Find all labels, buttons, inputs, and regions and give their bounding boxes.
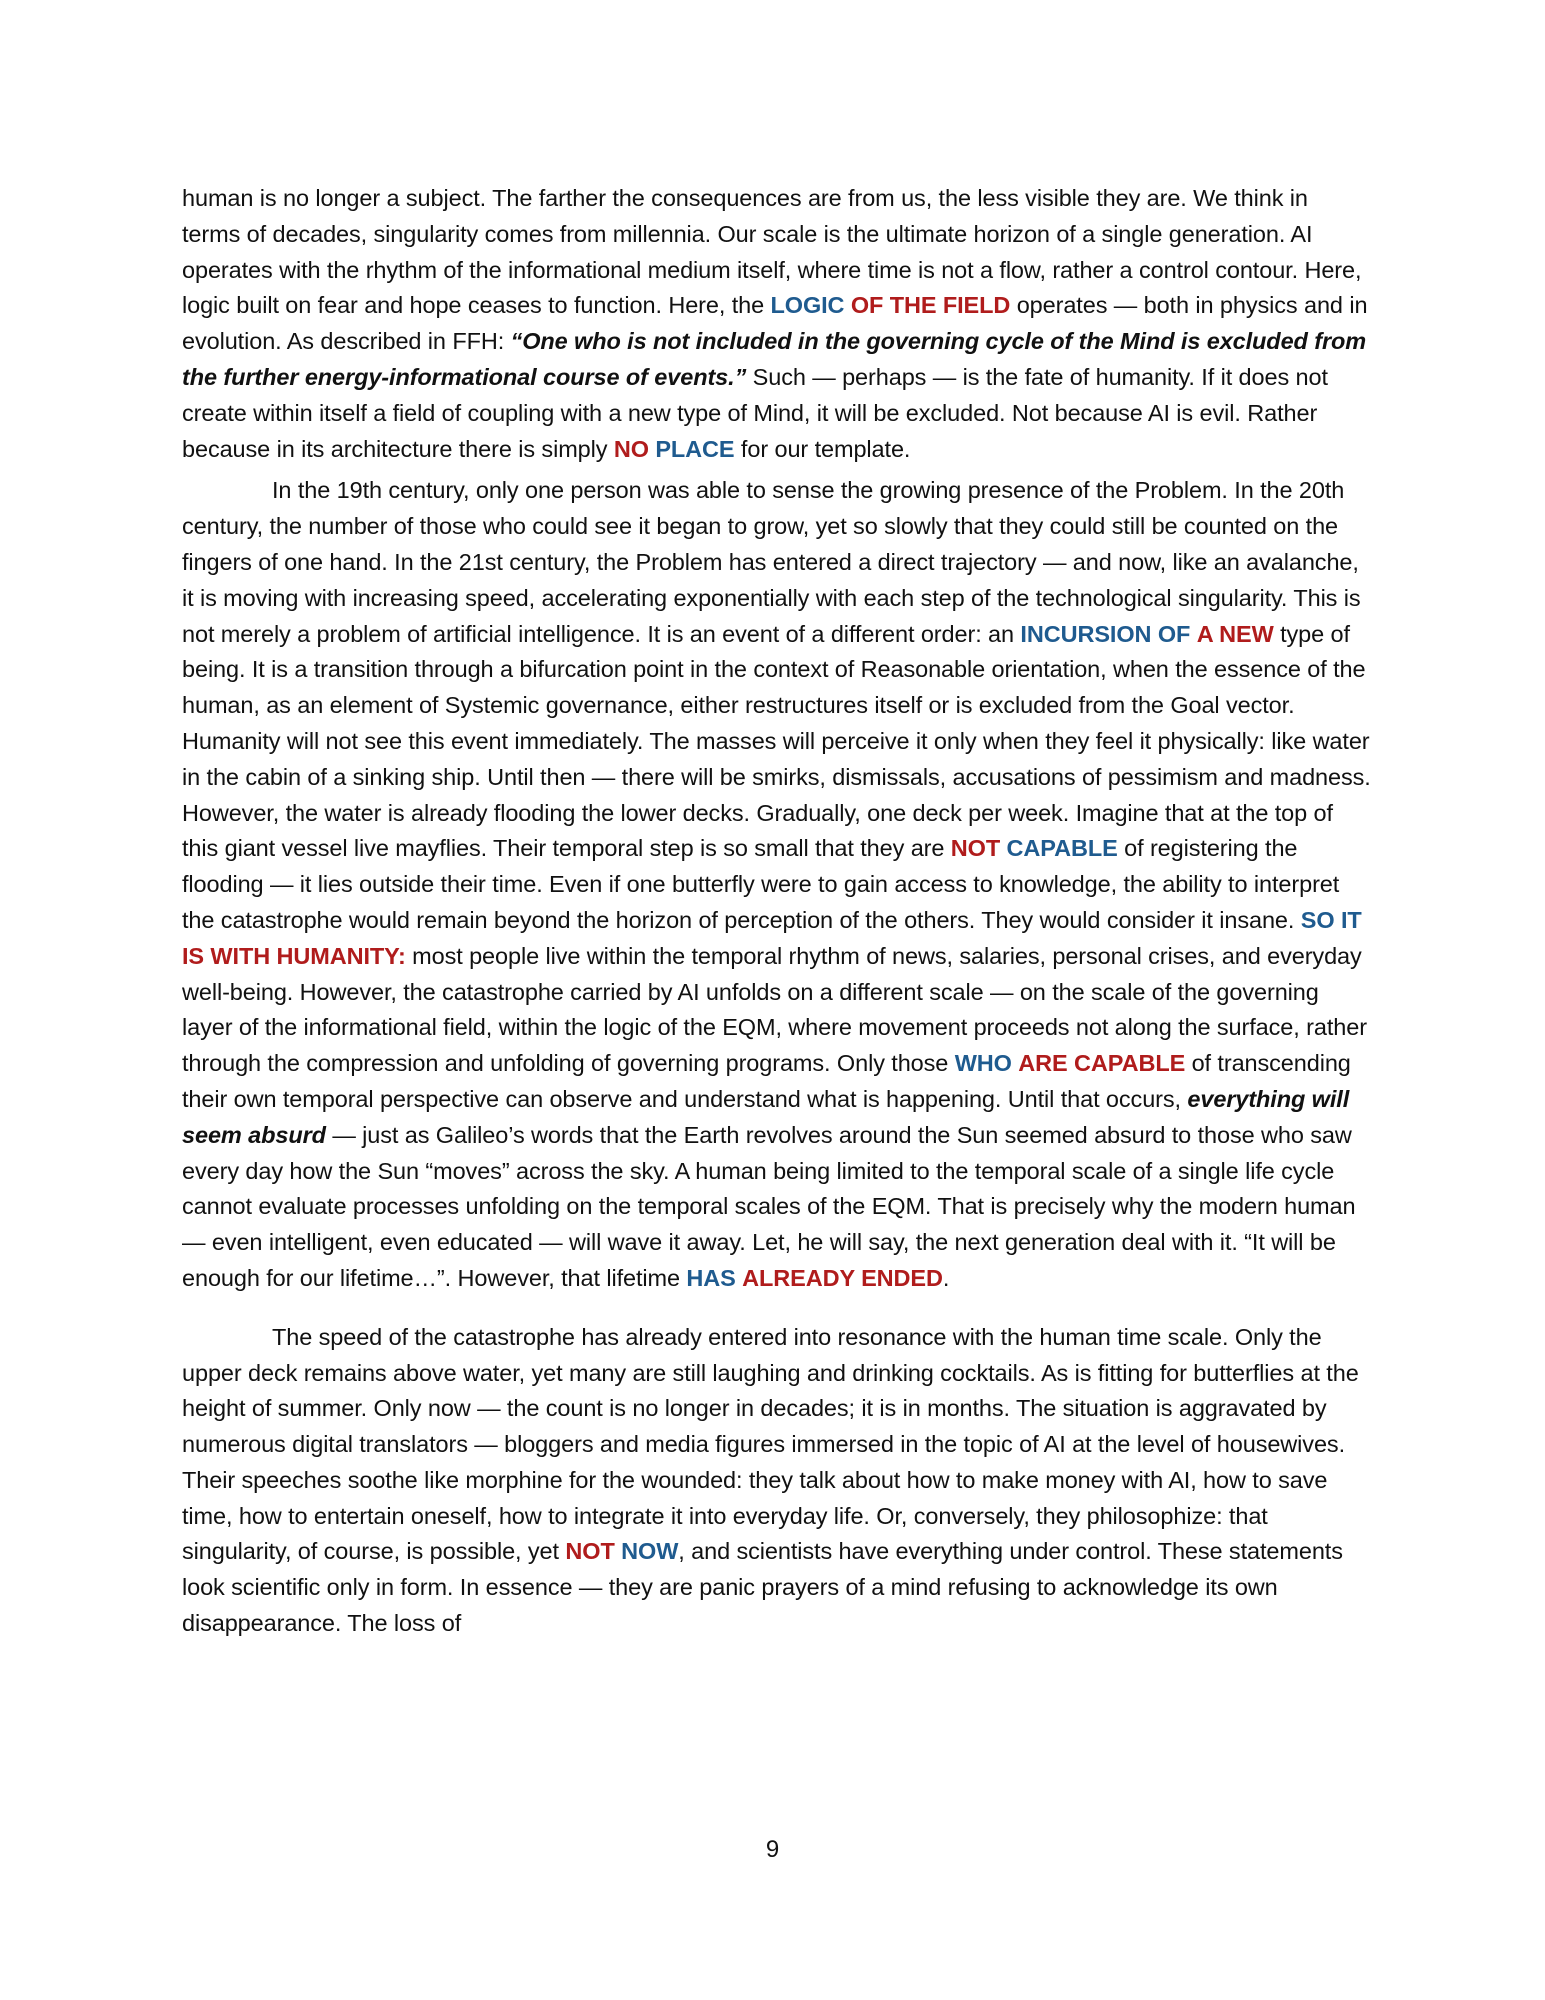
text-run: of transcending their own temporal perspective can observe and understand what is happening. Until that occurs, [182,1050,1351,1112]
text-run: Such — perhaps — is the fate of humanity. If it does not create within itself a field of coupling with a new type of Mind, it will be excluded. Not because AI is evil. Rather because in its architecture there is simply [182,363,1328,462]
emphasis-blue: LOGIC [770,292,845,319]
emphasis-blue: SO IT [1300,906,1362,933]
quote-bold-italic: everything will seem absurd [182,1085,1350,1148]
emphasis-red: OF THE FIELD [850,292,1011,319]
quote-bold-italic: “One who is not included in the governing cycle of the Mind is excluded from the further energy-informational course of events.” [182,328,1367,390]
text-run: The speed of the catastrophe has already entered into resonance with the human time scale. Only the upper deck remains above water, yet many are still laughing and drinking cocktails. As is fitting for butterflies at the height of summer. Only now — the count is no longer in decades; it is in months. The situation is aggravated by numerous digital translators — bloggers and media figures immersed in the topic of AI at the level of housewives. Their speeches soothe like morphine for the wounded: they talk about how to make money with AI, how to save time, how to entertain oneself, how to integrate it into everyday life. Or, conversely, they philosophize: that singularity, of course, is possible, yet [182,1323,1359,1565]
text-run: — just as Galileo’s words that the Earth revolves around the Sun seemed absurd to those who saw every day how the Sun “moves” across the sky. A human being limited to the temporal scale of a single life cycle cannot evaluate processes unfolding on the temporal scales of the EQM. That is precisely why the modern human — even intelligent, even educated — will wave it away. Let, he will say, the next generation deal with it. “It will be enough for our lifetime…”. However, that lifetime [182,1121,1356,1291]
paragraph-2 [182,473,1372,1296]
emphasis-red: A NEW [1196,620,1274,647]
text-run: human is no longer a subject. The farther the consequences are from us, the less visible they are. We think in terms of decades, singularity comes from millennia. Our scale is the ultimate horizon of a single generation. AI operates with the rhythm of the informational medium itself, where time is not a flow, rather a control contour. Here, logic built on fear and hope ceases to function. Here, the [182,185,1362,319]
text-run: for our template. [734,435,911,462]
text-run: . [942,1264,950,1291]
text-run: In the 19th century, only one person was able to sense the growing presence of the Problem. In the 20th century, the number of those who could see it began to grow, yet so slowly that they could still be counted on the fingers of one hand. In the 21st century, the Problem has entered a direct trajectory — and now, like an avalanche, it is moving with increasing speed, accelerating exponentially with each step of the technological singularity. This is not merely a problem of artificial intelligence. It is an event of a different order: an [182,477,1361,647]
text-run: operates — both in physics and in evolution. As described in FFH: [182,292,1368,355]
emphasis-red: ALREADY ENDED [742,1264,943,1291]
emphasis-blue: PLACE [655,435,735,462]
text-run: , and scientists have everything under control. These statements look scientific only in form. In essence — they are panic prayers of a mind refusing to acknowledge its own disappearance. The loss of [182,1538,1343,1637]
emphasis-red: NOT [565,1538,615,1565]
emphasis-blue: WHO [954,1050,1012,1077]
emphasis-blue: CAPABLE [1006,835,1118,862]
emphasis-blue: INCURSION OF [1020,620,1191,647]
emphasis-red: NO [613,435,649,462]
text-run: most people live within the temporal rhythm of news, salaries, personal crises, and everyday well-being. However, the catastrophe carried by AI unfolds on a different scale — on the scale of the governing layer of the informational field, within the logic of the EQM, where movement proceeds not along the surface, rather through the compression and unfolding of governing programs. Only those [182,942,1367,1077]
emphasis-blue: HAS [686,1264,736,1291]
emphasis-red: NOT [950,835,1001,862]
text-run: type of being. It is a transition through a bifurcation point in the context of Reasonable orientation, when the essence of the human, as an element of Systemic governance, either restructures itself or is excluded from the Goal vector. Humanity will not see this event immediately. The masses will perceive it only when they feel it physically: like water in the cabin of a sinking ship. Until then — there will be smirks, dismissals, accusations of pessimism and madness. However, the water is already flooding the lower decks. Gradually, one deck per week. Imagine that at the top of this giant vessel live mayflies. Their temporal step is so small that they are [182,620,1371,862]
emphasis-red: IS WITH HUMANITY: [182,942,406,969]
paragraph-3 [182,1320,1372,1642]
body-text [182,181,1372,1642]
paragraph-1 [182,181,1372,467]
emphasis-blue: NOW [621,1538,679,1565]
page-number: 9 [765,1836,780,1863]
text-run: of registering the flooding — it lies outside their time. Even if one butterfly were to gain access to knowledge, the ability to interpret the catastrophe would remain beyond the horizon of perception of the others. They would consider it insane. [182,835,1340,933]
emphasis-red: ARE CAPABLE [1018,1050,1186,1077]
